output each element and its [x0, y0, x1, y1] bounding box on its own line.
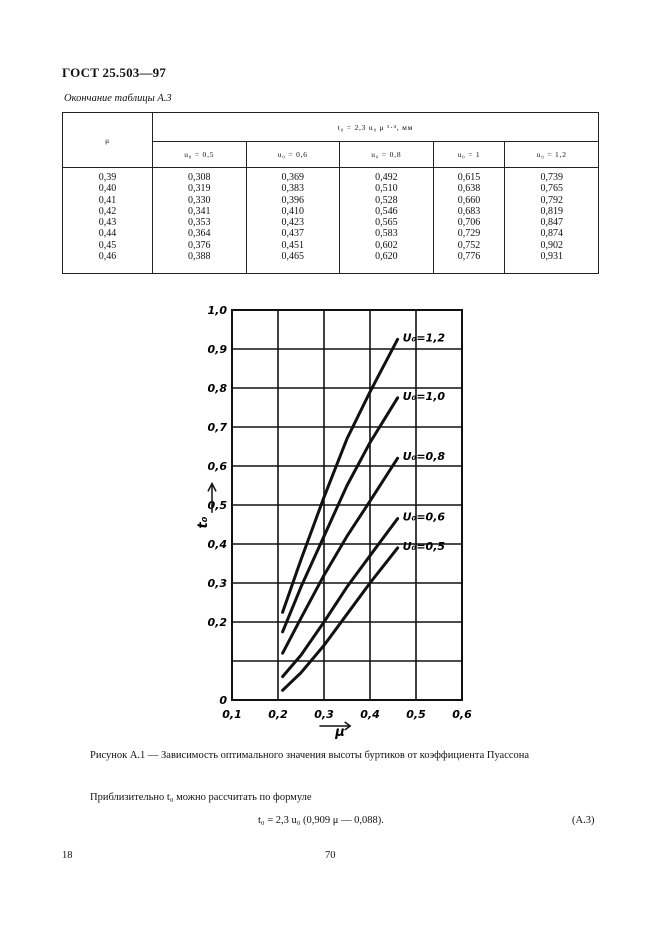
table-cell: 0,902 [540, 239, 563, 251]
table-cell: 0,683 [457, 205, 481, 217]
x-tick-label: 0,4 [360, 708, 380, 721]
y-tick-label: 0,6 [207, 460, 227, 473]
table-cell: 0,792 [540, 194, 563, 206]
table-cell: 0,437 [281, 228, 305, 240]
u12-column [505, 168, 599, 274]
page-number-center: 70 [325, 850, 336, 861]
table-cell: 0,546 [375, 205, 398, 217]
u08-column [340, 168, 434, 274]
sub-header-u12: u₀ = 1,2 [505, 142, 599, 168]
sub-header-u06: u₀ = 0,6 [246, 142, 340, 168]
x-tick-label: 0,2 [268, 708, 288, 721]
table-cell: 0,465 [281, 251, 305, 263]
table-cell: 0,615 [457, 172, 481, 183]
sub-header-u08: u₀ = 0,8 [340, 142, 434, 168]
table-cell: 0,308 [188, 172, 211, 183]
table-cell: 0,729 [457, 228, 481, 240]
series-label: U₀=1,0 [402, 389, 446, 403]
y-tick-label: 0,9 [207, 343, 227, 356]
table-cell: 0,492 [375, 172, 398, 183]
table-cell: 0,565 [375, 217, 398, 229]
y-tick-label: 0,8 [207, 382, 227, 395]
table-cell: 0,383 [281, 183, 305, 195]
table-cell: 0,41 [98, 194, 117, 206]
x-tick-label: 0,1 [222, 708, 242, 721]
table-cell: 0,353 [188, 217, 211, 229]
series-label: U₀=1,2 [402, 331, 446, 345]
y-tick-label: 0,3 [207, 577, 227, 590]
table-cell: 0,847 [540, 217, 563, 229]
x-axis-label: μ [335, 725, 345, 740]
series-label: U₀=0,8 [402, 450, 446, 464]
y-tick-label: 0,2 [207, 616, 227, 629]
data-table [62, 112, 599, 274]
x-tick-label: 0,3 [314, 708, 334, 721]
table-cell: 0,40 [98, 183, 117, 195]
sub-header-u1: u₀ = 1 [433, 142, 505, 168]
table-cell: 0,388 [188, 251, 211, 263]
table-cell: 0,451 [281, 239, 305, 251]
table-cell: 0,776 [457, 251, 481, 263]
table-cell: 0,39 [98, 172, 117, 183]
series-label: U₀=0,5 [402, 539, 446, 553]
table-cell: 0,319 [188, 183, 211, 195]
poisson-chart [195, 300, 485, 740]
table-cell: 0,620 [375, 251, 398, 263]
table-cell: 0,583 [375, 228, 398, 240]
mu-column [63, 168, 153, 274]
page-number-left: 18 [62, 850, 73, 861]
figure-caption: Рисунок А.1 — Зависимость оптимального значения высоты буртиков от коэффициента Пуассона [90, 750, 530, 761]
table-cell: 0,874 [540, 228, 563, 240]
u05-column [153, 168, 247, 274]
x-tick-label: 0,6 [452, 708, 472, 721]
y-tick-label: 0,5 [207, 499, 227, 512]
u06-column [246, 168, 340, 274]
table-cell: 0,369 [281, 172, 305, 183]
formula: t₀ = 2,3 u₀ (0,909 μ — 0,088). [258, 815, 384, 826]
table-cell: 0,739 [540, 172, 563, 183]
table-cell: 0,410 [281, 205, 305, 217]
series-label: U₀=0,6 [402, 510, 446, 524]
u1-column [433, 168, 505, 274]
table-cell: 0,364 [188, 228, 211, 240]
table-cell: 0,341 [188, 205, 211, 217]
table-cell: 0,44 [98, 228, 117, 240]
x-tick-label: 0,5 [406, 708, 426, 721]
y-tick-label: 1,0 [207, 304, 227, 317]
table-cell: 0,376 [188, 239, 211, 251]
series-line [283, 519, 398, 677]
y-axis-label: t₀ [196, 516, 211, 529]
table-cell: 0,660 [457, 194, 481, 206]
table-caption: Окончание таблицы А.3 [64, 93, 172, 104]
table-cell: 0,396 [281, 194, 305, 206]
table-cell: 0,638 [457, 183, 481, 195]
document-header: ГОСТ 25.503—97 [62, 65, 167, 80]
table-cell: 0,765 [540, 183, 563, 195]
formula-intro: Приблизительно t₀ можно рассчитать по формуле [90, 792, 312, 803]
table-cell: 0,43 [98, 217, 117, 229]
table-cell: 0,602 [375, 239, 398, 251]
table-cell: 0,423 [281, 217, 305, 229]
table-cell: 0,706 [457, 217, 481, 229]
table-cell: 0,330 [188, 194, 211, 206]
y-tick-label: 0,4 [207, 538, 227, 551]
table-cell: 0,46 [98, 251, 117, 263]
y-tick-label: 0 [219, 694, 227, 707]
sub-header-u05: u₀ = 0,5 [153, 142, 247, 168]
table-cell: 0,42 [98, 205, 117, 217]
table-cell: 0,931 [540, 251, 563, 263]
formula-header: t₀ = 2,3 u₀ μ ¹·⁴, мм [153, 113, 599, 142]
table-cell: 0,510 [375, 183, 398, 195]
table-cell: 0,819 [540, 205, 563, 217]
y-tick-label: 0,7 [207, 421, 227, 434]
formula-number: (А.3) [572, 815, 595, 826]
table-cell: 0,528 [375, 194, 398, 206]
table-cell: 0,752 [457, 239, 481, 251]
table-cell: 0,45 [98, 239, 117, 251]
mu-header: μ [63, 113, 153, 168]
